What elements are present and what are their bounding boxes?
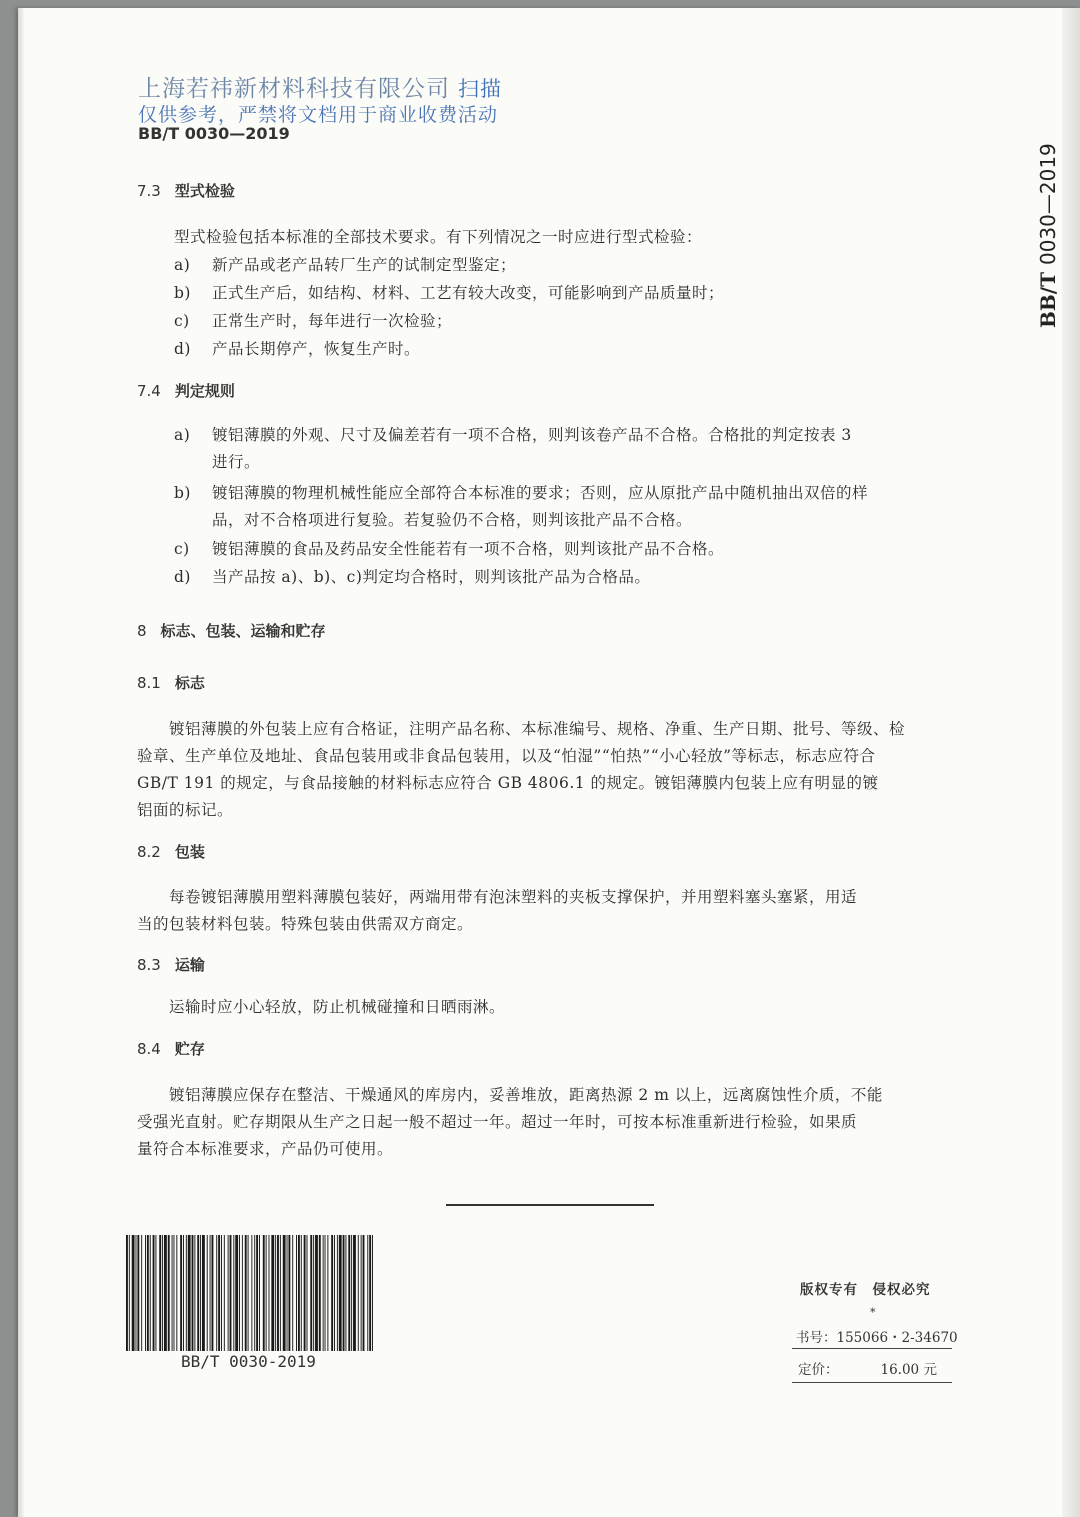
paragraph-8-2 [137,884,857,938]
book-number: 书号：155066・2-34670 [796,1330,958,1346]
barcode-bar [361,1235,362,1351]
barcode-bar [369,1235,371,1351]
barcode-bar [147,1235,149,1351]
barcode-bar [216,1235,217,1351]
barcode-bar [327,1235,328,1351]
barcode-bar [313,1235,314,1351]
barcode-bar [174,1235,175,1351]
barcode-bar [172,1235,173,1351]
barcode-bar [292,1235,293,1351]
barcode-bar [351,1235,352,1351]
list-text-continued: 品，对不合格项进行复验。若复验仍不合格，则判该批产品不合格。 [212,511,693,529]
barcode-bar [162,1235,163,1351]
section-number: 8.3 [137,956,161,974]
section-number: 7.4 [137,382,161,400]
text-line: 镀铝薄膜应保存在整洁、干燥通风的库房内，妥善堆放，距离热源 2 m 以上，远离腐蚀性介质，不能 [137,1086,883,1104]
barcode-bar [150,1235,151,1351]
list-text: 镀铝薄膜的物理机械性能应全部符合本标准的要求；否则，应从原批产品中随机抽出双倍的样 [212,484,869,502]
barcode-bar [153,1235,155,1351]
barcode-bar [176,1235,177,1351]
barcode-bar [275,1235,276,1351]
barcode-bar [319,1235,321,1351]
barcode-bar [358,1235,359,1351]
list-text: 产品长期停产，恢复生产时。 [212,340,421,358]
barcode-bar [239,1235,240,1351]
barcode-bar [254,1235,255,1351]
price-value: 16.00 元 [880,1362,937,1378]
section-number: 8 [137,622,147,640]
barcode-bar [259,1235,260,1351]
barcode-bar [218,1235,220,1351]
barcode-bar [233,1235,234,1351]
barcode-bar [200,1235,201,1351]
star-mark: * [870,1306,876,1319]
list-item-7-4-d [174,564,650,591]
section-heading-8-3 [137,954,205,975]
text-line: 当的包装材料包装。特殊包装由供需双方商定。 [137,915,474,933]
barcode-bar [141,1235,142,1351]
section-heading-8 [137,620,326,641]
barcode-bar [245,1235,247,1351]
barcode-bar [334,1235,335,1351]
list-item-7-3-d [174,336,420,363]
list-text: 新产品或老产品转厂生产的试制定型鉴定； [212,256,517,274]
text-line: 铝面的标记。 [137,801,234,819]
section-title: 贮存 [174,1040,205,1058]
paragraph-8-3 [137,994,505,1021]
section-number: 8.4 [137,1040,161,1058]
list-marker: c) [174,312,190,330]
paragraph-7-3-intro: 型式检验包括本标准的全部技术要求。有下列情况之一时应进行型式检验： [174,228,703,246]
list-marker: c) [174,540,190,558]
barcode-bar [212,1235,214,1351]
text-line: 镀铝薄膜的外包装上应有合格证，注明产品名称、本标准编号、规格、净重、生产日期、批号、等级、检 [137,720,906,738]
barcode-bar [277,1235,279,1351]
list-marker: a) [174,256,191,274]
barcode-bar [192,1235,194,1351]
section-number: 7.3 [137,182,161,200]
copyright-notice: 版权专有 侵权必究 [800,1282,931,1298]
barcode-bar [136,1235,137,1351]
price [798,1358,937,1378]
watermark-scan-text: 扫描 [458,77,502,101]
list-text: 正常生产时，每年进行一次检验； [212,312,453,330]
section-title: 包装 [174,843,205,861]
barcode-bar [256,1235,258,1351]
barcode-bar [186,1235,187,1351]
list-item-7-4-a [174,422,852,476]
barcode-bar [367,1235,368,1351]
divider-line [792,1348,952,1349]
barcode-bar [126,1235,128,1351]
barcode-bar [210,1235,211,1351]
list-item-7-3-a [174,252,516,279]
section-heading-8-2 [137,841,205,862]
barcode-bar [301,1235,302,1351]
section-heading-8-1 [137,672,205,693]
list-text-continued: 进行。 [212,453,261,471]
section-heading-7-3 [137,180,235,201]
section-title: 标志、包装、运输和贮存 [160,622,326,640]
barcode-bar [221,1235,222,1351]
barcode-bar [228,1235,229,1351]
barcode-bar [323,1235,324,1351]
side-standard-label [1036,128,1066,328]
text-line: 受强光直射。贮存期限从生产之日起一般不超过一年。超过一年时，可按本标准重新进行检验，如果质 [137,1113,858,1131]
barcode-bar [345,1235,346,1351]
list-marker: d) [174,340,191,358]
section-number: 8.2 [137,843,161,861]
barcode-bar [331,1235,333,1351]
end-rule [446,1204,654,1206]
barcode-bar [363,1235,365,1351]
barcode-bar [269,1235,270,1351]
barcode-bar [348,1235,350,1351]
barcode-bar [372,1235,373,1351]
barcode-bar [137,1235,139,1351]
barcode-bar [337,1235,338,1351]
barcode-bar [194,1235,195,1351]
barcode-bar [248,1235,249,1351]
list-marker: d) [174,568,191,586]
barcode-bar [129,1235,130,1351]
barcode-bar [159,1235,161,1351]
list-text: 正式生产后，如结构、材料、工艺有较大改变，可能影响到产品质量时； [212,284,725,302]
watermark-company-text: 上海若祎新材料科技有限公司 [138,76,450,102]
section-number: 8.1 [137,674,161,692]
barcode-bar [280,1235,281,1351]
barcode-bar [202,1235,205,1351]
barcode-bar [235,1235,238,1351]
barcode-bar [263,1235,265,1351]
barcode-bar [307,1235,308,1351]
barcode-bar [298,1235,300,1351]
price-label: 定价： [798,1362,839,1378]
barcode-bar [230,1235,232,1351]
barcode-bar [271,1235,274,1351]
barcode-bar [197,1235,199,1351]
text-line: 验章、生产单位及地址、食品包装用或非食品包装用，以及“怕湿”“怕热”“小心轻放”等标志，标志应符合 [137,747,876,765]
barcode-label: BB/T 0030-2019 [181,1352,316,1371]
list-text: 当产品按 a)、b)、c)判定均合格时，则判该批产品为合格品。 [212,568,651,586]
section-title: 型式检验 [174,182,235,200]
text-line: 运输时应小心轻放，防止机械碰撞和日晒雨淋。 [137,998,506,1016]
section-heading-8-4 [137,1038,205,1059]
barcode-bar [207,1235,208,1351]
barcode-bar [266,1235,267,1351]
barcode-bar [343,1235,345,1351]
barcode-bar [168,1235,170,1351]
section-title: 运输 [174,956,205,974]
page-gutter [18,8,24,1517]
barcode-bar [188,1235,191,1351]
barcode-bar [145,1235,146,1351]
barcode-bar [180,1235,182,1351]
barcode-bar [339,1235,342,1351]
barcode-bar [242,1235,243,1351]
barcode-bar [296,1235,297,1351]
list-marker: b) [174,484,191,502]
barcode-bar [287,1235,288,1351]
barcode-bar [325,1235,326,1351]
barcode-bar [164,1235,167,1351]
section-title: 判定规则 [174,382,235,400]
list-item-7-3-c [174,308,452,335]
barcode-bar [315,1235,318,1351]
text-line: 每卷镀铝薄膜用塑料薄膜包装好，两端用带有泡沫塑料的夹板支撑保护，并用塑料塞头塞紧，用适 [137,888,858,906]
barcode-bar [288,1235,290,1351]
list-item-7-4-b [174,480,868,534]
list-marker: b) [174,284,191,302]
section-title: 标志 [174,674,205,692]
paragraph-8-4 [137,1082,883,1163]
barcode [124,1235,376,1351]
barcode-bar [155,1235,156,1351]
watermark-notice: 仅供参考，严禁将文档用于商业收费活动 [138,104,499,126]
text-line: GB/T 191 的规定，与食品接触的材料标志应符合 GB 4806.1 的规定。镀铝薄膜内包装上应有明显的镀 [137,774,879,792]
watermark-company [138,70,502,103]
barcode-bar [353,1235,356,1351]
section-heading-7-4 [137,380,235,401]
barcode-bar [304,1235,306,1351]
barcode-bar [310,1235,312,1351]
list-marker: a) [174,426,191,444]
list-item-7-4-c [174,536,724,563]
barcode-bar [183,1235,184,1351]
barcode-bar [251,1235,252,1351]
header-standard-number: BB/T 0030—2019 [138,124,290,143]
paragraph-8-1 [137,716,905,824]
divider-line [792,1382,952,1383]
text-line: 量符合本标准要求，产品仍可使用。 [137,1140,394,1158]
document-page [18,8,1080,1517]
list-text: 镀铝薄膜的食品及药品安全性能若有一项不合格，则判该批产品不合格。 [212,540,725,558]
side-label-prefix: BB/T [1036,272,1060,328]
barcode-bar [132,1235,135,1351]
list-text: 镀铝薄膜的外观、尺寸及偏差若有一项不合格，则判该卷产品不合格。合格批的判定按表 3 [212,426,852,444]
list-item-7-3-b [174,280,724,307]
barcode-bar [224,1235,225,1351]
side-label-number: 0030—2019 [1036,143,1060,266]
barcode-bar [283,1235,286,1351]
